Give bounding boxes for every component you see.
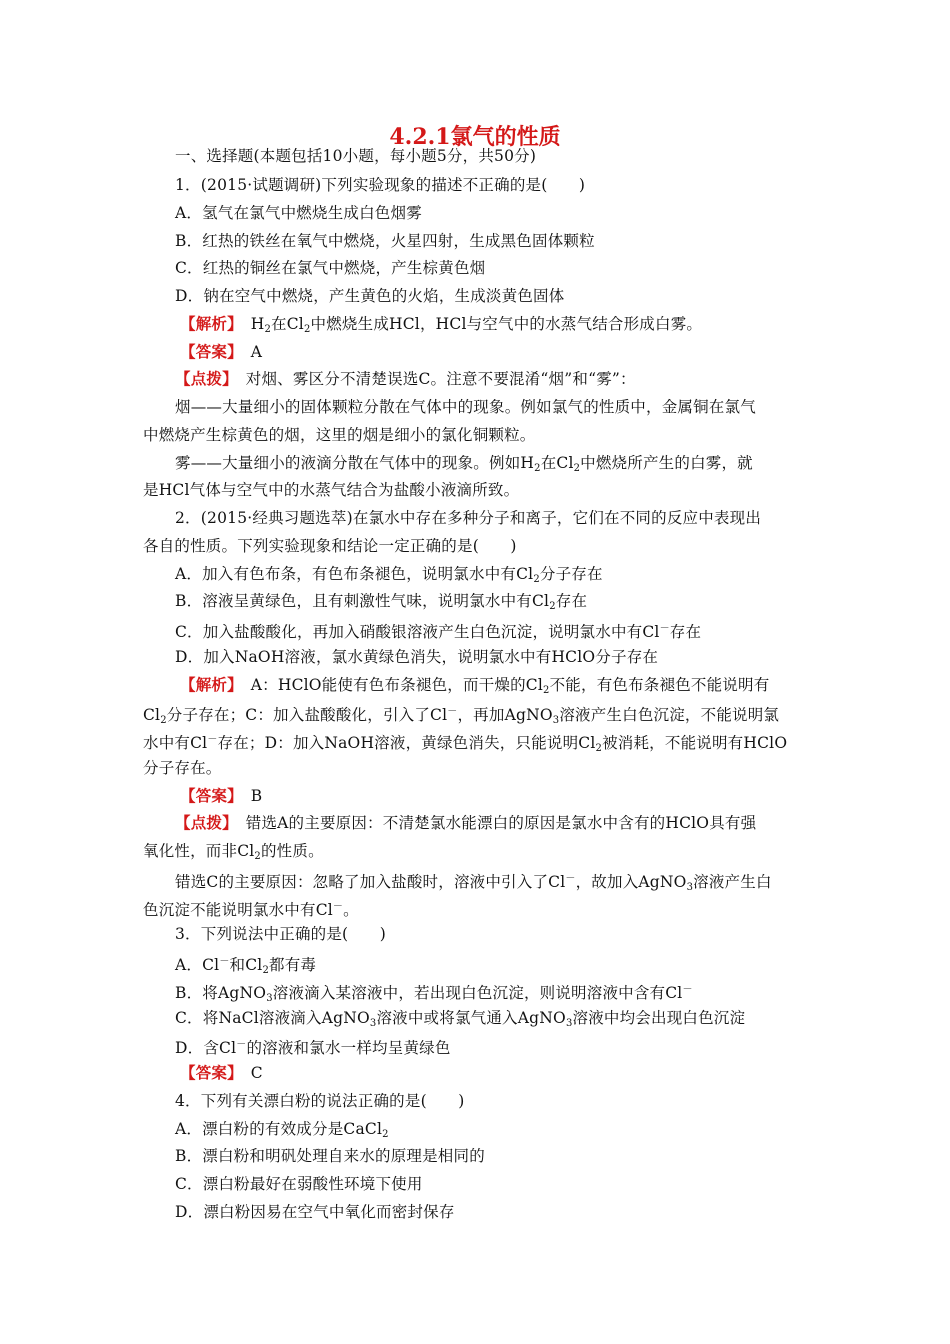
q1-analysis: 【解析】 $H_2$在$Cl_2$中燃烧生成HCl，HCl与空气中的水蒸气结合形成白雾。 bbox=[180, 314, 703, 335]
q3-option-c: C．将NaCl溶液滴入AgNO$_3$溶液中或将氯气通入AgNO$_3$溶液中均会出现白色沉淀 bbox=[175, 1009, 746, 1029]
q3-option-d: D．含Cl－的溶液和氯水一样均呈黄绿色 bbox=[175, 1039, 451, 1057]
q2-analysis-line2: $Cl_2$分子存在；C：加入盐酸酸化，引入了Cl－，再加AgNO$_3$溶液产生白色沉淀，不能说明氯 bbox=[143, 706, 780, 726]
q2-analysis-line3: 水中有Cl－存在；D：加入NaOH溶液，黄绿色消失，只能说明$Cl_2$被消耗，不能说明有HClO bbox=[143, 734, 788, 754]
q1-option-c: C．红热的铜丝在氯气中燃烧，产生棕黄色烟 bbox=[175, 259, 486, 277]
q2-option-c: C．加入盐酸酸化，再加入硝酸银溶液产生白色沉淀，说明氯水中有Cl－存在 bbox=[175, 623, 702, 641]
q3-answer: 【答案】 C bbox=[180, 1063, 263, 1082]
q3-option-b: B．将AgNO$_3$溶液滴入某溶液中，若出现白色沉淀，则说明溶液中含有Cl－ bbox=[175, 984, 693, 1004]
q1-option-d: D．钠在空气中燃烧，产生黄色的火焰，生成淡黄色固体 bbox=[175, 287, 565, 305]
q4-option-c: C．漂白粉最好在弱酸性环境下使用 bbox=[175, 1175, 423, 1193]
analysis-tag: 【解析】 bbox=[180, 314, 236, 333]
q2-note-line1: 【点拨】 错选A的主要原因：不清楚氯水能漂白的原因是氯水中含有的HClO具有强 bbox=[175, 813, 757, 832]
q1-option-a: A．氢气在氯气中燃烧生成白色烟雾 bbox=[175, 204, 422, 222]
q2-option-b: B．溶液呈黄绿色，且有刺激性气味，说明氯水中有$Cl_2$存在 bbox=[175, 592, 588, 612]
q4-option-b: B．漂白粉和明矾处理自来水的原理是相同的 bbox=[175, 1147, 485, 1165]
answer-tag: 【答案】 bbox=[180, 342, 236, 361]
q2-para-line2: 色沉淀不能说明氯水中有Cl－。 bbox=[143, 901, 359, 919]
q1-smoke-line1: 烟——大量细小的固体颗粒分散在气体中的现象。例如氯气的性质中，金属铜在氯气 bbox=[175, 398, 756, 416]
q2-stem-line2: 各自的性质。下列实验现象和结论一定正确的是( ) bbox=[143, 537, 517, 555]
q4-stem: 4．下列有关漂白粉的说法正确的是( ) bbox=[175, 1092, 465, 1110]
q1-fog-line2: 是HCl气体与空气中的水蒸气结合为盐酸小液滴所致。 bbox=[143, 481, 520, 499]
q2-stem-line1: 2．(2015·经典习题选萃)在氯水中存在多种分子和离子，它们在不同的反应中表现出 bbox=[175, 509, 762, 527]
section-heading: 一、选择题(本题包括10小题，每小题5分，共50分) bbox=[175, 147, 537, 165]
q2-analysis-line1: 【解析】 A：HClO能使有色布条褪色，而干燥的$Cl_2$不能，有色布条褪色不能说明有 bbox=[180, 675, 770, 696]
note-tag: 【点拨】 bbox=[175, 369, 231, 388]
page-title: 4.2.1氯气的性质 bbox=[389, 124, 561, 150]
q1-option-b: B．红热的铁丝在氧气中燃烧，火星四射，生成黑色固体颗粒 bbox=[175, 232, 595, 250]
q1-smoke-line2: 中燃烧产生棕黄色的烟，这里的烟是细小的氯化铜颗粒。 bbox=[143, 426, 536, 444]
q3-stem: 3．下列说法中正确的是( ) bbox=[175, 925, 386, 943]
q2-option-a: A．加入有色布条，有色布条褪色，说明氯水中有$Cl_2$分子存在 bbox=[175, 565, 603, 585]
q1-note: 【点拨】 对烟、雾区分不清楚误选C。注意不要混淆“烟”和“雾”： bbox=[175, 369, 636, 388]
q2-option-d: D．加入NaOH溶液，氯水黄绿色消失，说明氯水中有HClO分子存在 bbox=[175, 648, 659, 666]
q2-answer: 【答案】 B bbox=[180, 786, 263, 805]
q2-para-line1: 错选C的主要原因：忽略了加入盐酸时，溶液中引入了Cl－，故加入AgNO$_3$溶液产生白 bbox=[175, 873, 772, 893]
q2-analysis-line4: 分子存在。 bbox=[143, 759, 222, 777]
q1-answer: 【答案】 A bbox=[180, 342, 263, 361]
q1-stem: 1．(2015·试题调研)下列实验现象的描述不正确的是( ) bbox=[175, 176, 586, 194]
q4-option-d: D．漂白粉因易在空气中氧化而密封保存 bbox=[175, 1203, 455, 1221]
q1-fog-line1: 雾——大量细小的液滴分散在气体中的现象。例如$H_2$在$Cl_2$中燃烧所产生的白雾，就 bbox=[175, 454, 753, 474]
q2-note-line2: 氧化性，而非$Cl_2$的性质。 bbox=[143, 842, 324, 862]
q3-option-a: A．Cl－和$Cl_2$都有毒 bbox=[175, 956, 317, 976]
q4-option-a: A．漂白粉的有效成分是CaCl$_2$ bbox=[175, 1120, 389, 1140]
